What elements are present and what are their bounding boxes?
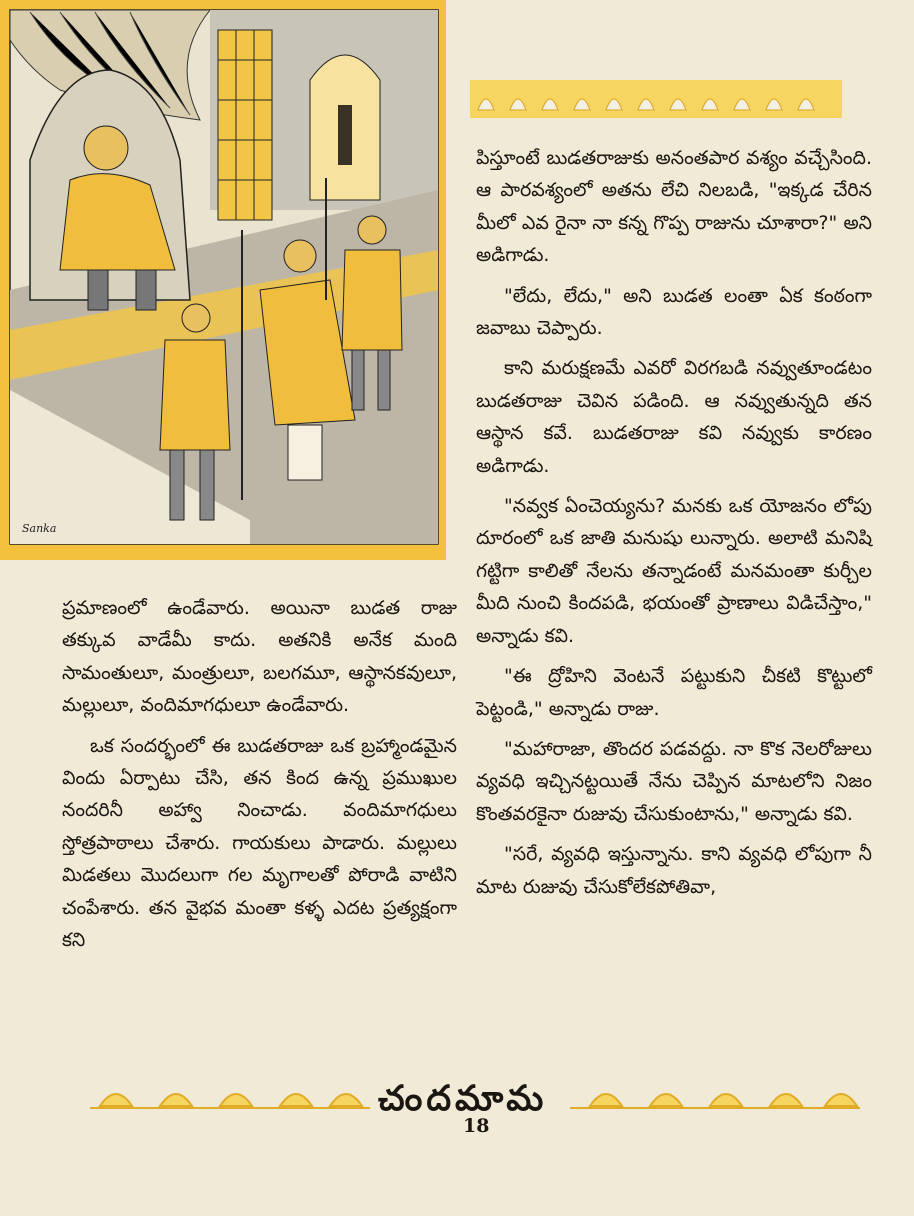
paragraph: ప్రమాణంలో ఉండేవారు. అయినా బుడత రాజు తక్కువ వాడేమీ కాదు. అతనికి అనేక మంది సామంతులూ, మంత్రులూ, బలగమూ, ఆస్థానకవులూ, మల్లులూ, వందిమాగధులూ ఉండేవారు. [62,597,457,717]
top-decorative-border [470,80,842,118]
page-number: 18 [463,1115,490,1137]
paragraph: కాని మరుక్షణమే ఎవరో విరగబడి నవ్వుతూండటం బుడతరాజు చెవిన పడింది. ఆ నవ్వుతున్నది తన ఆస్థాన కవే. బుడతరాజు కవి నవ్వుకు కారణం అడిగాడు. [476,357,872,477]
paragraph: "సరే, వ్యవధి ఇస్తున్నాను. కాని వ్యవధి లోపుగా నీ మాట రుజువు చేసుకోలేకపోతివా, [476,843,872,898]
story-illustration [0,0,446,560]
right-text-column [476,142,872,911]
artist-signature: Sanka [22,522,57,535]
left-text-column [62,592,457,964]
paragraph: "ఈ ద్రోహిని వెంటనే పట్టుకుని చీకటి కొట్టులో పెట్టండి," అన్నాడు రాజు. [476,665,872,720]
paragraph: "నవ్వక ఏంచెయ్యను? మనకు ఒక యోజనం లోపు దూరంలో ఒక జాతి మనుషు లున్నారు. అలాటి మనిషి గట్టిగా కాలితో నేలను తన్నాడంటే మనమంతా కుర్చీల మీది నుంచి కిందపడి, భయంతో ప్రాణాలు విడిచేస్తాం," అన్నాడు కవి. [476,495,872,647]
paragraph: "లేదు, లేదు," అని బుడత లంతా ఏక కంఠంగా జవాబు చెప్పారు. [476,284,872,340]
paragraph: "మహారాజా, తొందర పడవద్దు. నా కొక నెలరోజులు వ్యవధి ఇచ్చినట్టయితే నేను చెప్పిన మాటలోని నిజం కొంతవరకైనా రుజువు చేసుకుంటాను," అన్నాడు కవి. [476,737,872,825]
paragraph: పిస్తూంటే బుడతరాజుకు అనంతపార వశ్యం వచ్చేసింది. ఆ పారవశ్యంలో అతను లేచి నిలబడి, "ఇక్కడ చేరిన మీలో ఎవ రైనా నా కన్న గొప్ప రాజును చూశారా?" అని అడిగాడు. [476,147,872,267]
magazine-title: చందమామ [378,1078,548,1119]
paragraph: ఒక సందర్భంలో ఈ బుడతరాజు ఒక బ్రహ్మాండమైన విందు ఏర్పాటు చేసి, తన కింద ఉన్న ప్రముఖుల నందరినీ అహ్వా నించాడు. వందిమాగధులు స్తోత్రపాఠాలు చేశారు. గాయకులు పాడారు. మల్లులు మిడతలు మొదలుగా గల మృగాలతో పోరాడి వాటిని చంపేశారు. తన వైభవ మంతా కళ్ళ ఎదట ప్రత్యక్షంగా కని [62,734,457,952]
